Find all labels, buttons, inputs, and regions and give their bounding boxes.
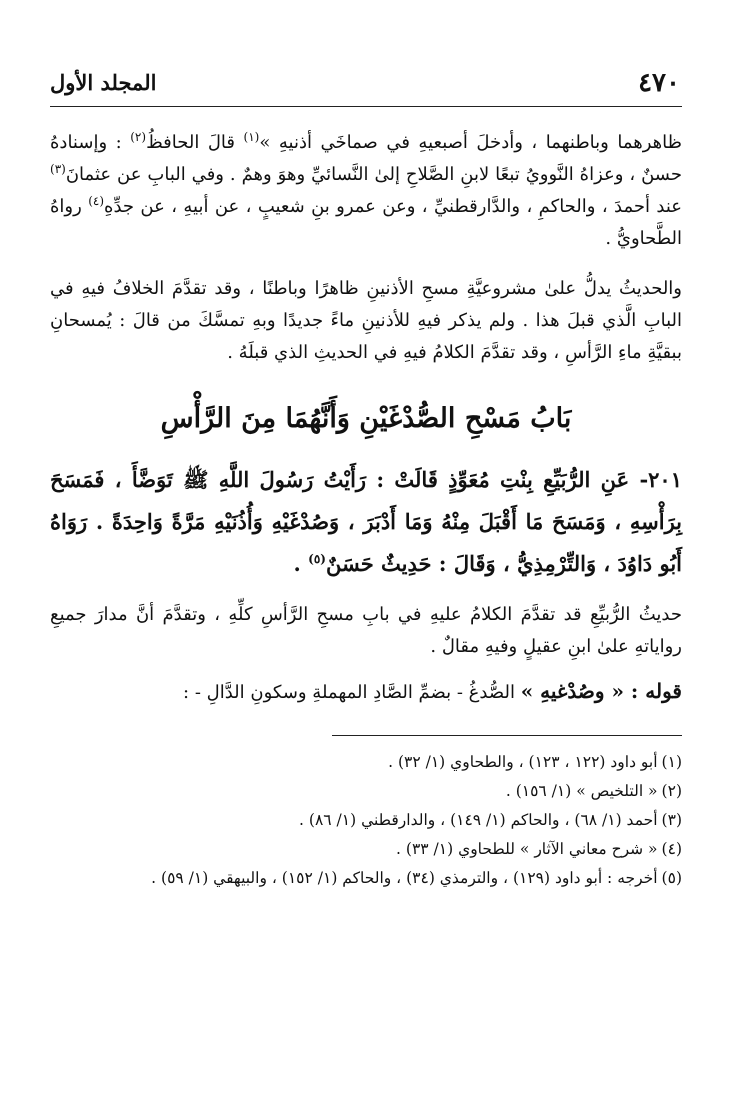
footnote-number: (١) [661, 753, 682, 771]
paragraph-1-part-3: : وإسنادهُ حسنٌ ، وعزاهُ النَّوويُ تبعًا لابنِ الصَّلاحِ إلىٰ النَّسائيِّ وهوَ وهمٌ . وفي البابِ عن عثمانَ [50, 132, 682, 185]
footnote-item [50, 806, 682, 835]
paragraph-2: والحديثُ يدلُّ علىٰ مشروعيَّةِ مسحِ الأذنينِ ظاهرًا وباطنًا ، وقد تقدَّمَ الخلافُ فيهِ في البابِ الَّذي قبلَ هذا . ولم يذكر فيهِ للأذنينِ ماءً جديدًا وبهِ تمسَّكَ من قالَ : يُمسحانِ ببقيَّةِ ماءِ الرَّأسِ ، وقد تقدَّمَ الكلامُ فيهِ في الحديثِ الذي قبلَهُ . [50, 278, 682, 363]
footnote-ref-2: (٢) [130, 130, 147, 144]
paragraph-1-part-4: عند أحمدَ ، والحاكمِ ، والدَّارقطنيِّ ، وعن عمرو بنِ شعيبٍ ، عن أبيهِ ، عن جدِّهِ [104, 196, 682, 217]
hadith-body: ٢٠١- عَنِ الرُّبَيِّعِ بِنْتِ مُعَوِّذٍ قَالَتْ : رَأَيْتُ رَسُولَ اللَّهِ ﷺ تَوَضَّأَ ، فَمَسَحَ بِرَأْسِهِ ، وَمَسَحَ مَا أَقْبَلَ مِنْهُ وَمَا أَدْبَرَ ، وَصُدْغَيْهِ وَأُذُنَيْهِ مَرَّةً وَاحِدَةً . رَوَاهُ أَبُو دَاوُدَ ، وَالتِّرْمِذِيُّ ، وَقَالَ : حَدِيثٌ حَسَنٌ [50, 467, 682, 576]
footnote-divider [332, 735, 682, 736]
hadith-end: . [293, 551, 309, 576]
footnote-ref-5: (٥) [308, 552, 326, 566]
footnote-item [50, 864, 682, 893]
chapter-title: بَابُ مَسْحِ الصُّدْغَيْنِ وَأَنَّهُمَا مِنَ الرَّأْسِ [160, 403, 572, 434]
footnote-number: (٤) [661, 840, 682, 858]
footnote-number: (٥) [661, 869, 682, 887]
footnote-number: (٣) [661, 811, 682, 829]
footnote-number: (٢) [661, 782, 682, 800]
page-header [50, 60, 682, 104]
paragraph-1 [50, 127, 682, 255]
footnote-text: أخرجه : أبو داود (١٢٩) ، والترمذي (٣٤) ، والحاكم (١/ ١٥٢) ، والبيهقي (١/ ٥٩) . [151, 869, 658, 887]
book-page [50, 60, 682, 893]
footnote-ref-3: (٣) [50, 162, 66, 176]
footnote-text: « شرح معاني الآثار » للطحاوي (١/ ٣٣) . [396, 840, 658, 858]
page-number: ٤٧٠ [638, 68, 680, 98]
footnote-ref-1: (١) [243, 130, 260, 144]
footnote-ref-4: (٤) [88, 194, 105, 208]
footnote-item [50, 748, 682, 777]
paragraph-1-part-1: ظاهرهما وباطنهما ، وأدخلَ أصبعيهِ في صماخَي أذنيهِ » [259, 132, 682, 153]
header-rule [50, 106, 682, 107]
paragraph-3: حديثُ الرُّبيِّعِ قد تقدَّمَ الكلامُ عليهِ في بابِ مسحِ الرَّأسِ كلِّهِ ، وتقدَّمَ أنَّ مدارَ جميعِ رواياتهِ علىٰ ابنِ عقيلٍ وفيهِ مقالٌ . [50, 604, 682, 657]
footnotes [50, 748, 682, 893]
footnote-text: أحمد (١/ ٦٨) ، والحاكم (١/ ١٤٩) ، والدارقطني (١/ ٨٦) . [299, 811, 658, 829]
footnote-item [50, 777, 682, 806]
footnote-item [50, 835, 682, 864]
hadith-text [50, 459, 682, 585]
footnote-text: « التلخيص » (١/ ١٥٦) . [505, 782, 658, 800]
paragraph-1-part-5: رواهُ الطَّحاويُّ . [50, 196, 682, 249]
commentary-keyword: قوله : « وصُدْغيهِ » [520, 679, 682, 703]
volume-title: المجلد الأول [50, 70, 157, 95]
paragraph-1-part-2: قالَ الحافظُ [146, 132, 244, 153]
footnote-text: أبو داود (١٢٢ ، ١٢٣) ، والطحاوي (١/ ٣٢) . [388, 753, 658, 771]
paragraph-4 [50, 675, 682, 709]
commentary-text: الصُّدغُ - بضمِّ الصَّادِ المهملةِ وسكونِ الدَّالِ - : [183, 682, 521, 703]
